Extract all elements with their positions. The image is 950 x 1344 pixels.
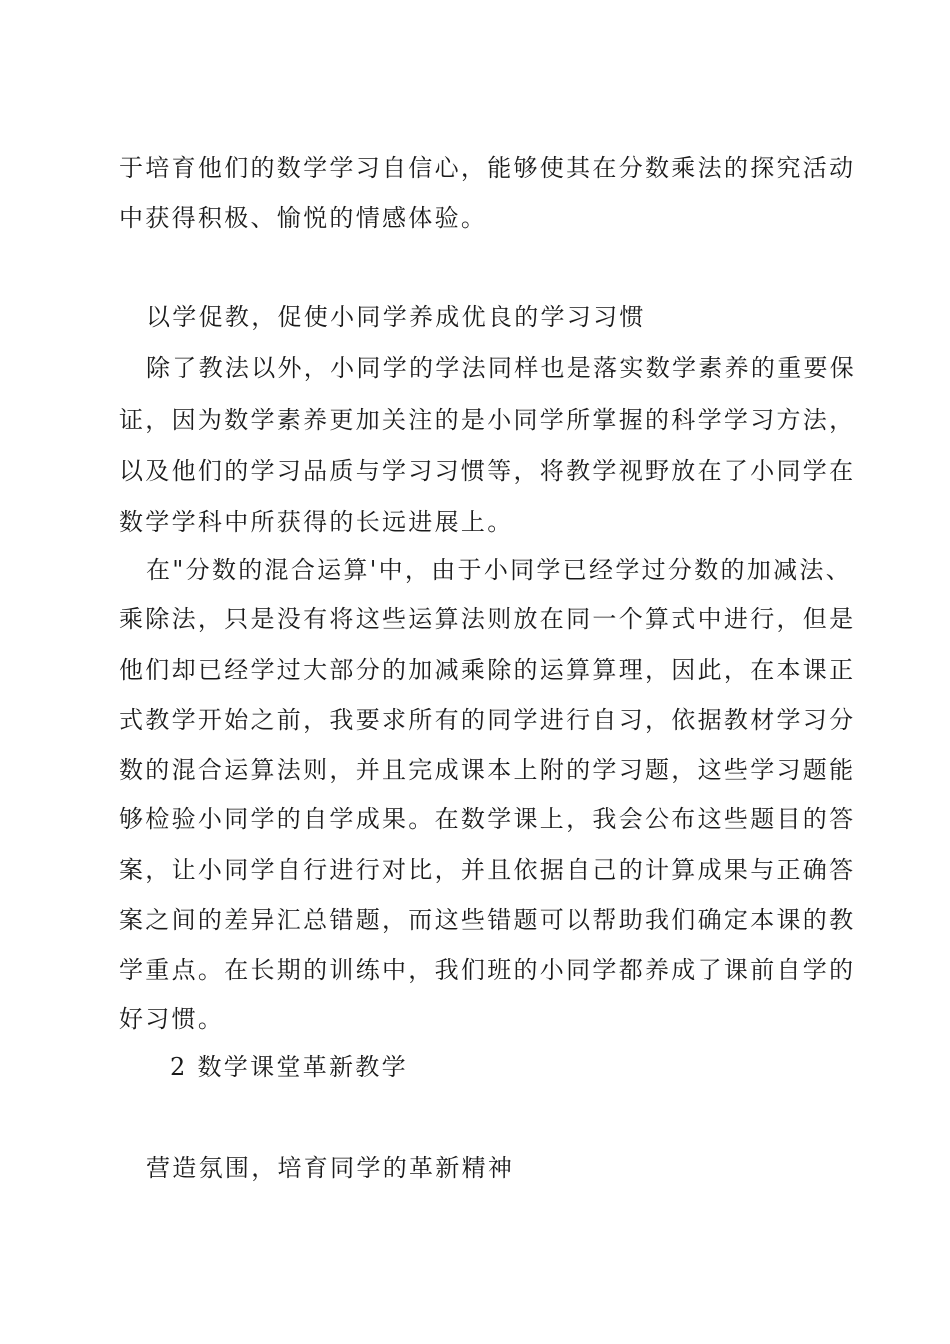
paragraph-1-line-1: 于培育他们的数学学习自信心，能够使其在分数乘法的探究活动 (119, 154, 856, 182)
paragraph-3-line-6: 够检验小同学的自学成果。在数学课上，我会公布这些题目的答 (119, 805, 856, 833)
paragraph-3-line-2: 乘除法，只是没有将这些运算法则放在同一个算式中进行，但是 (119, 605, 856, 633)
paragraph-3-line-7: 案，让小同学自行进行对比，并且依据自己的计算成果与正确答 (119, 856, 856, 884)
subsection-heading-atmosphere: 营造氛围，培育同学的革新精神 (146, 1154, 515, 1182)
paragraph-2-line-4: 数学学科中所获得的长远进展上。 (119, 508, 514, 536)
paragraph-2-line-1: 除了教法以外，小同学的学法同样也是落实数学素养的重要保 (146, 354, 857, 382)
paragraph-3-line-8: 案之间的差异汇总错题，而这些错题可以帮助我们确定本课的教 (119, 906, 856, 934)
paragraph-1-line-2: 中获得积极、愉悦的情感体验。 (119, 204, 488, 232)
section-heading-innovation: 2 数学课堂革新教学 (170, 1053, 408, 1081)
paragraph-3-line-9: 学重点。在长期的训练中，我们班的小同学都养成了课前自学的 (119, 956, 856, 984)
paragraph-3-line-3: 他们却已经学过大部分的加减乘除的运算算理，因此，在本课正 (119, 656, 856, 684)
paragraph-3-line-5: 数的混合运算法则，并且完成课本上附的学习题，这些学习题能 (119, 756, 856, 784)
section-heading-study: 以学促教，促使小同学养成优良的学习习惯 (146, 303, 646, 331)
paragraph-2-line-3: 以及他们的学习品质与学习习惯等，将教学视野放在了小同学在 (119, 457, 856, 485)
paragraph-3-line-1: 在"分数的混合运算'中，由于小同学已经学过分数的加减法、 (146, 556, 853, 584)
paragraph-2-line-2: 证，因为数学素养更加关注的是小同学所掌握的科学学习方法， (119, 406, 856, 434)
paragraph-3-line-4: 式教学开始之前，我要求所有的同学进行自习，依据教材学习分 (119, 706, 856, 734)
paragraph-3-line-10: 好习惯。 (119, 1005, 225, 1033)
